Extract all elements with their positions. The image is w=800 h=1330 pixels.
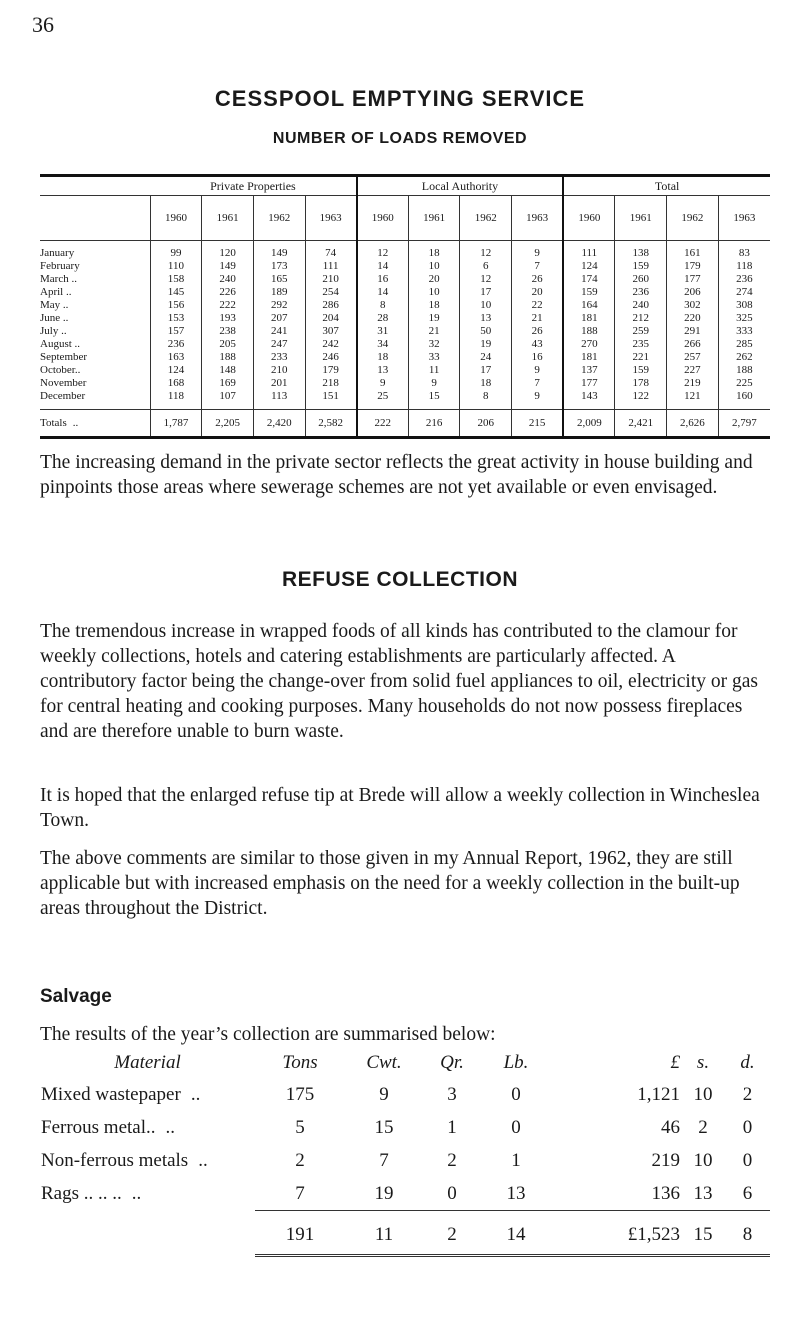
table-cell: 20	[512, 286, 564, 299]
table-cell: 124	[150, 364, 202, 377]
table-row	[40, 377, 770, 390]
table-cell: 7	[512, 260, 564, 273]
col-header-qr: Qr.	[440, 1052, 464, 1073]
table-cell: 188	[202, 351, 254, 364]
month-name: December	[40, 390, 86, 402]
salvage-row	[40, 1144, 770, 1177]
salvage-total-qr: 2	[423, 1211, 481, 1256]
totals-cell: 2,797	[718, 410, 770, 438]
col-header-tons: Tons	[282, 1052, 318, 1073]
month-label	[40, 241, 150, 261]
table-cell: 99	[150, 241, 202, 261]
year-header: 1960	[150, 196, 202, 241]
table-cell: 179	[667, 260, 719, 273]
salvage-tons: 5	[295, 1116, 305, 1138]
table-cell: 259	[615, 325, 667, 338]
table-cell: 177	[667, 273, 719, 286]
table-row	[40, 241, 770, 261]
table-cell: 17	[460, 364, 512, 377]
table-cell: 12	[460, 273, 512, 286]
table-cell: 204	[305, 312, 357, 325]
table-cell: 181	[563, 351, 615, 364]
table-cell: 325	[718, 312, 770, 325]
paragraph-annual-report: The above comments are similar to those given in my Annual Report, 1962, they are still applicable but with increased emphasis on the need for a weekly collection in the built-up areas throughout the District.	[40, 848, 740, 919]
table-cell: 189	[253, 286, 305, 299]
year-header: 1962	[460, 196, 512, 241]
year-header: 1963	[305, 196, 357, 241]
year-header: 1963	[718, 196, 770, 241]
year-header: 1961	[615, 196, 667, 241]
table-cell: 254	[305, 286, 357, 299]
table-cell: 10	[408, 260, 460, 273]
table-cell: 13	[357, 364, 409, 377]
table-cell: 107	[202, 390, 254, 410]
table-cell: 240	[202, 273, 254, 286]
table-cell: 181	[563, 312, 615, 325]
table-cell: 241	[253, 325, 305, 338]
table-cell: 173	[253, 260, 305, 273]
table-cell: 9	[512, 390, 564, 410]
table-cell: 270	[563, 338, 615, 351]
totals-cell: 222	[357, 410, 409, 438]
table-cell: 168	[150, 377, 202, 390]
table-cell: 137	[563, 364, 615, 377]
salvage-tons: 2	[295, 1149, 305, 1171]
table-row	[40, 351, 770, 364]
table-cell: 157	[150, 325, 202, 338]
table-cell: 163	[150, 351, 202, 364]
table-row	[40, 286, 770, 299]
year-header-row	[40, 196, 770, 241]
salvage-totals-row	[40, 1211, 770, 1256]
table-cell: 159	[615, 260, 667, 273]
year-header: 1960	[563, 196, 615, 241]
table-cell: 159	[563, 286, 615, 299]
col-header-lb: Lb.	[503, 1052, 529, 1073]
table-row	[40, 390, 770, 410]
table-cell: 43	[512, 338, 564, 351]
table-cell: 222	[202, 299, 254, 312]
col-header-material: Material	[114, 1052, 181, 1073]
table-cell: 188	[563, 325, 615, 338]
salvage-total-tons: 191	[255, 1211, 345, 1256]
leader-dots: ..	[165, 1116, 176, 1138]
table-cell: 22	[512, 299, 564, 312]
table-cell: 149	[202, 260, 254, 273]
month-label	[40, 312, 150, 325]
table-cell: 149	[253, 241, 305, 261]
salvage-shillings: 13	[693, 1182, 713, 1204]
month-label	[40, 260, 150, 273]
table-cell: 118	[150, 390, 202, 410]
month-label	[40, 325, 150, 338]
table-cell: 26	[512, 325, 564, 338]
year-header: 1960	[357, 196, 409, 241]
table-cell: 240	[615, 299, 667, 312]
paragraph-private-demand: The increasing demand in the private sector reflects the great activity in house building and pinpoints those areas where sewerage schemes are not yet available or even envisaged.	[40, 452, 753, 498]
table-cell: 266	[667, 338, 719, 351]
month-label	[40, 351, 150, 364]
col-header-shillings: s.	[696, 1052, 710, 1073]
col-header-pence: d.	[740, 1052, 755, 1073]
leader-dots: ..	[198, 1149, 208, 1171]
table-cell: 19	[408, 312, 460, 325]
page-title: CESSPOOL EMPTYING SERVICE	[214, 86, 586, 111]
salvage-heading: Salvage	[40, 986, 112, 1007]
month-name: August ..	[40, 338, 81, 350]
table-cell: 11	[408, 364, 460, 377]
leader-dots: ..	[131, 1182, 142, 1204]
salvage-pence: 0	[742, 1149, 753, 1171]
table-cell: 285	[718, 338, 770, 351]
table-cell: 24	[460, 351, 512, 364]
table-cell: 20	[408, 273, 460, 286]
month-label	[40, 286, 150, 299]
salvage-material-label: Non-ferrous metals	[41, 1149, 189, 1171]
table-cell: 235	[615, 338, 667, 351]
table-cell: 18	[357, 351, 409, 364]
table-cell: 7	[512, 377, 564, 390]
month-label	[40, 377, 150, 390]
table-cell: 9	[357, 377, 409, 390]
table-cell: 307	[305, 325, 357, 338]
table-cell: 10	[408, 286, 460, 299]
table-cell: 6	[460, 260, 512, 273]
salvage-pounds: 136	[651, 1182, 680, 1204]
table-row	[40, 299, 770, 312]
month-name: September	[40, 351, 88, 363]
table-cell: 138	[615, 241, 667, 261]
table-cell: 21	[512, 312, 564, 325]
salvage-material-label: Rags .. .. ..	[41, 1182, 122, 1204]
table-row	[40, 338, 770, 351]
table-cell: 28	[357, 312, 409, 325]
col-header-pounds: £	[670, 1052, 680, 1073]
table-cell: 26	[512, 273, 564, 286]
loads-removed-table	[40, 174, 770, 439]
month-name: March ..	[40, 273, 77, 285]
table-cell: 257	[667, 351, 719, 364]
table-cell: 308	[718, 299, 770, 312]
table-cell: 12	[357, 241, 409, 261]
year-header: 1961	[202, 196, 254, 241]
totals-row	[40, 410, 770, 438]
month-label	[40, 273, 150, 286]
salvage-lb: 13	[506, 1182, 526, 1204]
paragraph-wrapped-foods: The tremendous increase in wrapped foods of all kinds has contributed to the clamour for weekly collections, hotels and catering establishments are particularly affected. A contributory factor being the change-over from solid fuel appliances to oil, electricity or gas for central heating and cooking purposes. Many households do not now possess fireplaces and are therefore unable to burn waste.	[40, 621, 758, 742]
table-cell: 8	[357, 299, 409, 312]
table-cell: 14	[357, 286, 409, 299]
page-number: 36	[32, 12, 54, 37]
table-cell: 9	[408, 377, 460, 390]
table-cell: 121	[667, 390, 719, 410]
salvage-pounds: 1,121	[637, 1083, 680, 1105]
month-name: June ..	[40, 312, 69, 324]
salvage-row	[40, 1177, 770, 1211]
table-cell: 260	[615, 273, 667, 286]
table-cell: 122	[615, 390, 667, 410]
salvage-shillings: 10	[693, 1083, 713, 1105]
table-cell: 188	[718, 364, 770, 377]
table-cell: 169	[202, 377, 254, 390]
table-cell: 178	[615, 377, 667, 390]
month-name: April ..	[40, 286, 72, 298]
table-row	[40, 260, 770, 273]
table-cell: 226	[202, 286, 254, 299]
salvage-total-pence: 8	[725, 1211, 770, 1256]
table-cell: 31	[357, 325, 409, 338]
month-name: May ..	[40, 299, 69, 311]
table-cell: 151	[305, 390, 357, 410]
leader-dots: ..	[72, 416, 79, 429]
salvage-cwt: 15	[374, 1116, 394, 1138]
table-cell: 153	[150, 312, 202, 325]
table-cell: 32	[408, 338, 460, 351]
month-name: July ..	[40, 325, 67, 337]
year-header: 1962	[253, 196, 305, 241]
group-header-private: Private Properties	[210, 178, 296, 193]
table-cell: 111	[563, 241, 615, 261]
table-cell: 33	[408, 351, 460, 364]
table-cell: 14	[357, 260, 409, 273]
refuse-collection-heading: REFUSE COLLECTION	[281, 568, 518, 591]
table-cell: 158	[150, 273, 202, 286]
salvage-total-pounds: £1,523	[551, 1211, 681, 1256]
month-name: January	[40, 247, 75, 259]
salvage-total-cwt: 11	[345, 1211, 423, 1256]
month-label	[40, 299, 150, 312]
table-cell: 12	[460, 241, 512, 261]
group-header-total: Total	[563, 177, 770, 196]
table-cell: 145	[150, 286, 202, 299]
totals-cell: 206	[460, 410, 512, 438]
salvage-pounds: 219	[651, 1149, 680, 1171]
table-cell: 225	[718, 377, 770, 390]
salvage-table	[40, 1048, 770, 1257]
month-label	[40, 364, 150, 377]
month-label	[40, 338, 150, 351]
table-cell: 113	[253, 390, 305, 410]
table-cell: 291	[667, 325, 719, 338]
table-cell: 16	[357, 273, 409, 286]
table-cell: 193	[202, 312, 254, 325]
table-cell: 220	[667, 312, 719, 325]
totals-cell: 215	[512, 410, 564, 438]
table-cell: 156	[150, 299, 202, 312]
salvage-material-label: Ferrous metal..	[41, 1116, 156, 1138]
table-cell: 18	[460, 377, 512, 390]
totals-label: Totals	[40, 416, 67, 429]
totals-cell: 2,420	[253, 410, 305, 438]
table-cell: 302	[667, 299, 719, 312]
table-cell: 219	[667, 377, 719, 390]
table-cell: 50	[460, 325, 512, 338]
totals-cell: 2,421	[615, 410, 667, 438]
salvage-qr: 1	[447, 1116, 457, 1138]
salvage-qr: 0	[447, 1182, 457, 1204]
table-cell: 21	[408, 325, 460, 338]
table-cell: 83	[718, 241, 770, 261]
totals-cell: 2,009	[563, 410, 615, 438]
table-cell: 210	[305, 273, 357, 286]
table-cell: 13	[460, 312, 512, 325]
page-subtitle: NUMBER OF LOADS REMOVED	[272, 130, 528, 147]
table-row	[40, 273, 770, 286]
table-cell: 19	[460, 338, 512, 351]
group-header-local-authority: Local Authority	[357, 177, 564, 196]
table-cell: 34	[357, 338, 409, 351]
month-name: February	[40, 260, 80, 272]
table-cell: 143	[563, 390, 615, 410]
totals-cell: 2,582	[305, 410, 357, 438]
salvage-pence: 0	[742, 1116, 753, 1138]
salvage-intro: The results of the year’s collection are summarised below:	[40, 1024, 496, 1045]
table-cell: 333	[718, 325, 770, 338]
salvage-material-label: Mixed wastepaper	[41, 1083, 181, 1105]
salvage-shillings: 2	[698, 1116, 708, 1138]
table-cell: 262	[718, 351, 770, 364]
table-cell: 74	[305, 241, 357, 261]
table-cell: 111	[305, 260, 357, 273]
salvage-row	[40, 1111, 770, 1144]
table-cell: 17	[460, 286, 512, 299]
table-cell: 207	[253, 312, 305, 325]
table-cell: 177	[563, 377, 615, 390]
table-cell: 212	[615, 312, 667, 325]
salvage-material	[40, 1078, 255, 1111]
table-cell: 120	[202, 241, 254, 261]
table-cell: 9	[512, 364, 564, 377]
table-cell: 238	[202, 325, 254, 338]
salvage-cwt: 7	[379, 1149, 389, 1171]
table-cell: 118	[718, 260, 770, 273]
salvage-qr: 3	[447, 1083, 457, 1105]
table-cell: 242	[305, 338, 357, 351]
table-row	[40, 364, 770, 377]
salvage-material	[40, 1144, 255, 1177]
table-cell: 159	[615, 364, 667, 377]
salvage-pence: 2	[742, 1083, 753, 1105]
month-name: October..	[40, 364, 81, 376]
table-cell: 206	[667, 286, 719, 299]
salvage-lb: 0	[511, 1116, 521, 1138]
table-cell: 165	[253, 273, 305, 286]
salvage-material	[40, 1177, 255, 1211]
table-cell: 221	[615, 351, 667, 364]
table-cell: 236	[150, 338, 202, 351]
table-cell: 205	[202, 338, 254, 351]
table-cell: 179	[305, 364, 357, 377]
table-cell: 18	[408, 299, 460, 312]
table-cell: 274	[718, 286, 770, 299]
table-cell: 286	[305, 299, 357, 312]
table-cell: 292	[253, 299, 305, 312]
table-cell: 110	[150, 260, 202, 273]
table-cell: 247	[253, 338, 305, 351]
table-cell: 25	[357, 390, 409, 410]
paragraph-brede-tip: It is hoped that the enlarged refuse tip at Brede will allow a weekly collection in Wincheslea Town.	[40, 785, 760, 831]
salvage-total-shillings: 15	[681, 1211, 725, 1256]
leader-dots: ..	[190, 1083, 201, 1105]
year-header: 1961	[408, 196, 460, 241]
totals-cell: 2,626	[667, 410, 719, 438]
salvage-qr: 2	[447, 1149, 457, 1171]
salvage-pounds: 46	[661, 1116, 680, 1138]
table-cell: 124	[563, 260, 615, 273]
table-cell: 233	[253, 351, 305, 364]
salvage-pence: 6	[742, 1182, 753, 1204]
table-cell: 8	[460, 390, 512, 410]
table-cell: 164	[563, 299, 615, 312]
totals-cell: 2,205	[202, 410, 254, 438]
salvage-lb: 0	[511, 1083, 521, 1105]
totals-cell: 216	[408, 410, 460, 438]
salvage-lb: 1	[511, 1149, 521, 1171]
table-cell: 246	[305, 351, 357, 364]
table-cell: 18	[408, 241, 460, 261]
salvage-row	[40, 1078, 770, 1111]
table-cell: 201	[253, 377, 305, 390]
table-cell: 16	[512, 351, 564, 364]
table-cell: 9	[512, 241, 564, 261]
month-name: November	[40, 377, 87, 389]
table-cell: 161	[667, 241, 719, 261]
salvage-cwt: 9	[379, 1083, 389, 1105]
table-cell: 210	[253, 364, 305, 377]
salvage-total-lb: 14	[481, 1211, 551, 1256]
table-row	[40, 312, 770, 325]
table-cell: 148	[202, 364, 254, 377]
table-cell: 218	[305, 377, 357, 390]
table-cell: 10	[460, 299, 512, 312]
table-cell: 160	[718, 390, 770, 410]
table-cell: 236	[615, 286, 667, 299]
salvage-shillings: 10	[693, 1149, 713, 1171]
table-cell: 236	[718, 273, 770, 286]
salvage-tons: 7	[295, 1182, 305, 1204]
salvage-cwt: 19	[374, 1182, 394, 1204]
year-header: 1963	[512, 196, 564, 241]
table-row	[40, 325, 770, 338]
table-cell: 227	[667, 364, 719, 377]
year-header: 1962	[667, 196, 719, 241]
table-cell: 174	[563, 273, 615, 286]
totals-cell: 1,787	[150, 410, 202, 438]
salvage-material	[40, 1111, 255, 1144]
month-label	[40, 390, 150, 410]
table-cell: 15	[408, 390, 460, 410]
salvage-tons: 175	[285, 1083, 315, 1105]
col-header-cwt: Cwt.	[366, 1052, 402, 1073]
